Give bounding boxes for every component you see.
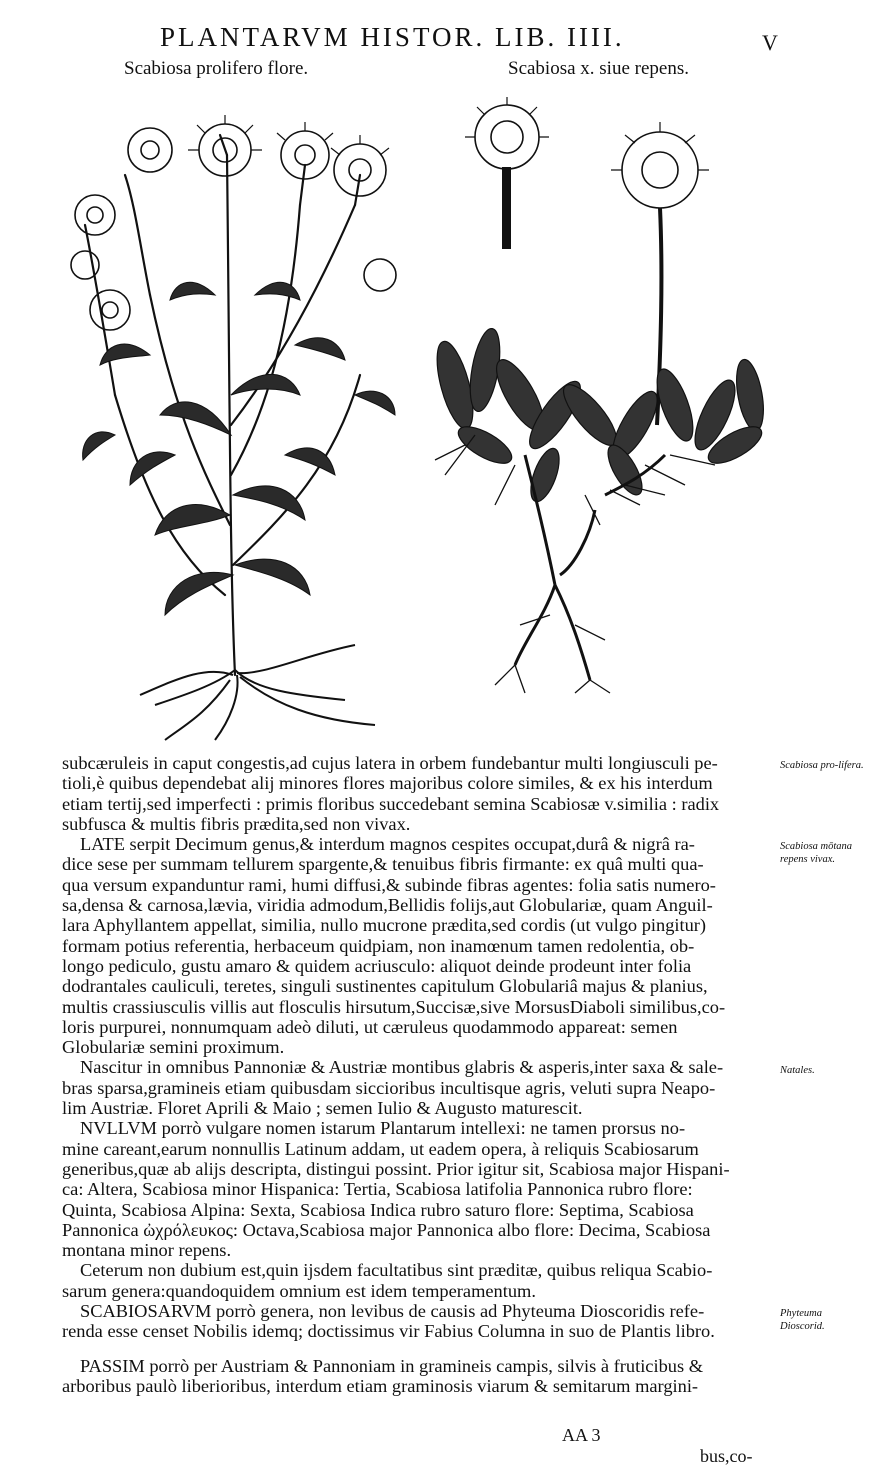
- text-line: tioli,è quibus dependebat alij minores flores majoribus colore similes, & ex his interdum: [62, 773, 713, 794]
- woodcut-scabiosa-repens: [425, 95, 785, 695]
- text-line: multis crassiusculis villis aut flosculis hirsutum,Succisæ,sive MorsusDiaboli similibus,co-: [62, 996, 726, 1017]
- text-line: arboribus paulò liberioribus, interdum etiam graminosis viarum & semitarum margini-: [62, 1375, 699, 1396]
- figure-caption-left: Scabiosa prolifero flore.: [124, 58, 309, 79]
- running-head: PLANTARVM HISTOR. LIB. IIII.: [160, 22, 625, 52]
- text-line: Globulariæ semini proximum.: [62, 1037, 285, 1058]
- text-line: lara Aphyllantem appellat, similia, nullo mucrone prædita,sed cordis (ut vulgo pingitur): [62, 915, 707, 936]
- text-line: SCABIOSARVM porrò genera, non levibus de causis ad Phyteuma Dioscoridis refe-: [80, 1301, 705, 1322]
- text-line: subcæruleis in caput congestis,ad cujus latera in orbem fundebantur multi longiusculi pe-: [62, 753, 718, 773]
- text-line: LATE serpit Decimum genus,& interdum magnos cespites occupat,durâ & nigrâ ra-: [80, 834, 695, 855]
- text-line: montana minor repens.: [62, 1240, 232, 1261]
- text-line: PASSIM porrò per Austriam & Pannoniam in gramineis campis, silvis à fruticibus &: [80, 1355, 704, 1376]
- folio-number: V: [762, 30, 778, 55]
- text-line: mine careant,earum nonnullis Latinum addam, ut eadem opera, à reliquis Scabiosarum: [62, 1138, 699, 1159]
- text-line: qua versum expanduntur rami, humi diffusi,& subinde fibras agentes: folia satis numero-: [62, 874, 716, 895]
- text-line: formam potius referentia, herbaceum quidpiam, non inamœnum tamen redolentia, ob-: [62, 935, 695, 956]
- text-line: loris purpurei, nonnumquam adeò diluti, ut cæruleus quodammodo appareat: semen: [62, 1016, 678, 1037]
- text-line: bras sparsa,gramineis etiam quibusdam siccioribus incultisque agris, veluti supra Neapo-: [62, 1077, 716, 1098]
- woodcut-scabiosa-prolifera: [55, 95, 425, 745]
- margin-note: Scabiosa pro-lifera.: [780, 760, 864, 771]
- text-line: Nascitur in omnibus Pannoniæ & Austriæ montibus glabris & asperis,inter saxa & sale-: [80, 1057, 724, 1078]
- text-line: Pannonica ὠχρόλευκος: Octava,Scabiosa major Pannonica albo flore: Decima, Scabiosa: [62, 1219, 711, 1240]
- margin-note: Phyteuma Dioscorid.: [780, 1308, 825, 1333]
- text-line: dodrantales cauliculi, teretes, singuli sustinentes capitulum Globulariâ majus & planius,: [62, 976, 708, 997]
- body-text: [62, 753, 774, 1396]
- text-line: generibus,quæ ab alijs descripta, distingui possint. Prior igitur sit, Scabiosa major Hispani-: [62, 1158, 730, 1179]
- text-line: renda esse censet Nobilis idemq; doctissimus vir Fabius Columna in suo de Plantis libro.: [62, 1321, 715, 1342]
- text-line: ca: Altera, Scabiosa minor Hispanica: Tertia, Scabiosa latifolia Pannonica rubro flore:: [62, 1179, 693, 1200]
- margin-note: Natales.: [780, 1064, 815, 1076]
- signature-mark: AA 3: [562, 1425, 601, 1445]
- text-line: subfusca & multis fibris prædita,sed non vivax.: [62, 813, 411, 834]
- text-line: sa,densa & carnosa,lævia, viridia admodum,Bellidis folijs,aut Globulariæ, quam Anguil-: [62, 895, 713, 916]
- text-line: dice sese per summam tellurem spargente,& tenuibus fibris firmante: ex quâ multi qua-: [62, 854, 704, 875]
- text-line: sarum genera:quandoquidem omnium est idem temperamentum.: [62, 1280, 536, 1301]
- text-line: etiam tertij,sed imperfecti : primis floribus succedebant semina Scabiosæ v.similia : radix: [62, 793, 720, 814]
- text-line: NVLLVM porrò vulgare nomen istarum Plantarum intellexi: ne tamen prorsus no-: [80, 1118, 686, 1139]
- text-line: Quinta, Scabiosa Alpina: Sexta, Scabiosa Indica rubro saturo flore: Septima, Scabiosa: [62, 1199, 694, 1220]
- catchword: bus,co-: [700, 1446, 753, 1466]
- figure-caption-right: Scabiosa x. siue repens.: [508, 58, 689, 79]
- text-line: longo pediculo, gustu amaro & quidem acriusculo: aliquot deinde prodeunt inter folia: [62, 955, 692, 976]
- text-line: Ceterum non dubium est,quin ijsdem facultatibus sint præditæ, quibus reliqua Scabio-: [80, 1260, 713, 1281]
- margin-note: Scabiosa mōtana repens vivax.: [780, 841, 853, 866]
- text-line: lim Austriæ. Floret Aprili & Maio ; semen Iulio & Augusto maturescit.: [62, 1098, 583, 1119]
